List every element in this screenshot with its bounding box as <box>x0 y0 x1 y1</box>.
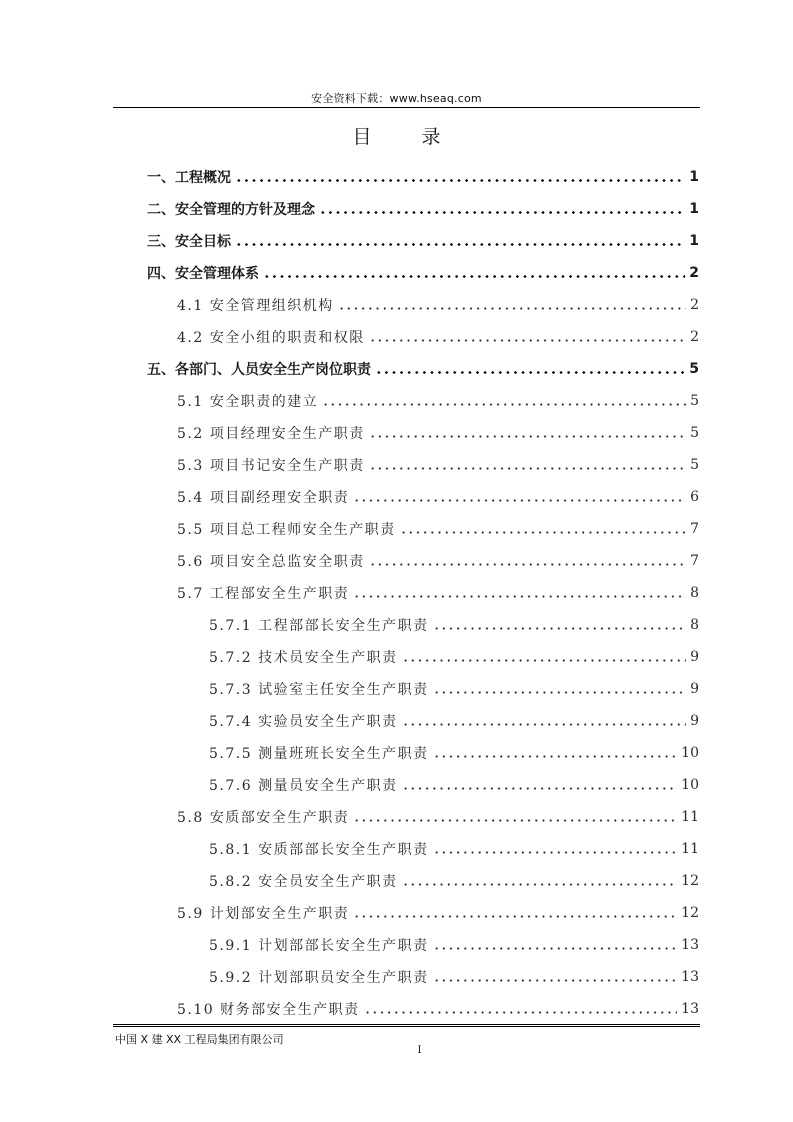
toc-entry[interactable] <box>177 801 699 833</box>
toc-entry-label: 5.9.2 计划部职员安全生产职责 <box>209 970 429 986</box>
toc-entry[interactable] <box>177 449 699 481</box>
toc-entry[interactable] <box>177 897 699 929</box>
toc-entry-page: 2 <box>689 265 699 281</box>
toc-entry-label: 二、安全管理的方针及理念 <box>147 202 315 218</box>
toc-entry-page: 9 <box>690 649 699 665</box>
toc-entry-page: 5 <box>689 361 699 377</box>
toc-leader-dots <box>433 755 678 758</box>
toc-entry-page: 6 <box>690 489 699 505</box>
toc-entry-label: 5.7.3 试验室主任安全生产职责 <box>209 682 429 698</box>
toc-entry[interactable] <box>177 993 699 1025</box>
toc-entry[interactable] <box>209 833 699 865</box>
toc-leader-dots <box>402 883 678 886</box>
toc-entry-page: 11 <box>681 841 699 857</box>
toc-entry[interactable] <box>147 161 699 193</box>
toc-entry-label: 5.10 财务部安全生产职责 <box>177 1002 360 1018</box>
toc-leader-dots <box>369 435 686 438</box>
toc-leader-dots <box>319 211 685 214</box>
toc-entry-page: 5 <box>690 393 699 409</box>
toc-entry-page: 2 <box>690 329 699 345</box>
toc-leader-dots <box>433 947 678 950</box>
toc-entry-label: 5.1 安全职责的建立 <box>177 394 319 410</box>
toc-entry[interactable] <box>209 929 699 961</box>
toc-entry[interactable] <box>209 705 699 737</box>
toc-leader-dots <box>400 531 686 534</box>
toc-entry-label: 5.9.1 计划部部长安全生产职责 <box>209 938 429 954</box>
toc-entry-label: 4.1 安全管理组织机构 <box>177 298 334 314</box>
toc-leader-dots <box>402 659 687 662</box>
footer-company: 中国 X 建 XX 工程局集团有限公司 <box>115 1033 284 1046</box>
toc-entry-label: 一、工程概况 <box>147 170 231 186</box>
toc-entry-page: 1 <box>689 233 699 249</box>
toc-leader-dots <box>338 307 686 310</box>
toc-leader-dots <box>433 979 678 982</box>
toc-entry-label: 5.7.6 测量员安全生产职责 <box>209 778 398 794</box>
toc-leader-dots <box>263 275 685 278</box>
toc-entry[interactable] <box>177 577 699 609</box>
toc-entry-page: 13 <box>681 969 699 985</box>
toc-entry[interactable] <box>177 545 699 577</box>
toc-entry-page: 9 <box>690 681 699 697</box>
toc-entry-label: 5.7.2 技术员安全生产职责 <box>209 650 398 666</box>
toc-entry-label: 5.8.2 安全员安全生产职责 <box>209 874 398 890</box>
toc-entry[interactable] <box>209 641 699 673</box>
toc-entry[interactable] <box>177 513 699 545</box>
toc-entry-page: 12 <box>681 873 699 889</box>
toc-leader-dots <box>353 915 677 918</box>
toc-entry[interactable] <box>177 321 699 353</box>
toc-entry-label: 5.3 项目书记安全生产职责 <box>177 458 365 474</box>
toc-entry[interactable] <box>209 673 699 705</box>
toc-entry-page: 1 <box>689 201 699 217</box>
toc-entry-label: 5.7 工程部安全生产职责 <box>177 586 350 602</box>
toc-entry[interactable] <box>177 289 699 321</box>
page-number: I <box>417 1045 422 1056</box>
footer-divider-secondary <box>113 1026 700 1027</box>
toc-entry-page: 10 <box>681 745 699 761</box>
toc-entry-label: 5.4 项目副经理安全职责 <box>177 490 350 506</box>
toc-entry-label: 5.2 项目经理安全生产职责 <box>177 426 365 442</box>
toc-entry[interactable] <box>177 481 699 513</box>
toc-entry[interactable] <box>177 385 699 417</box>
toc-entry-label: 四、安全管理体系 <box>147 266 259 282</box>
toc-entry-label: 5.8.1 安质部部长安全生产职责 <box>209 842 429 858</box>
toc-entry-label: 五、各部门、人员安全生产岗位职责 <box>147 362 371 378</box>
toc-entry-label: 5.7.4 实验员安全生产职责 <box>209 714 398 730</box>
header-text: 安全资料下载：www.hseaq.com <box>311 92 482 105</box>
toc-leader-dots <box>235 179 685 182</box>
toc-entry-page: 5 <box>690 425 699 441</box>
toc-entry[interactable] <box>147 353 699 385</box>
toc-entry-page: 8 <box>690 585 699 601</box>
toc-leader-dots <box>322 403 686 406</box>
footer-divider <box>113 1024 700 1025</box>
toc-entry-label: 5.6 项目安全总监安全职责 <box>177 554 365 570</box>
toc-leader-dots <box>235 243 685 246</box>
toc-entry-label: 5.7.5 测量班班长安全生产职责 <box>209 746 429 762</box>
toc-entry-label: 三、安全目标 <box>147 234 231 250</box>
toc-entry-page: 8 <box>690 617 699 633</box>
toc-entry-page: 7 <box>690 521 699 537</box>
toc-entry-page: 12 <box>681 905 699 921</box>
toc-entry[interactable] <box>209 865 699 897</box>
toc-entry-label: 5.5 项目总工程师安全生产职责 <box>177 522 396 538</box>
toc-entry-page: 10 <box>681 777 699 793</box>
toc-leader-dots <box>433 851 678 854</box>
toc-entry[interactable] <box>177 417 699 449</box>
toc-leader-dots <box>402 787 678 790</box>
toc-entry[interactable] <box>209 961 699 993</box>
toc-entry[interactable] <box>209 609 699 641</box>
toc-entry-page: 1 <box>689 169 699 185</box>
toc-entry-page: 2 <box>690 297 699 313</box>
toc-entry-label: 5.8 安质部安全生产职责 <box>177 810 350 826</box>
toc-entry-page: 11 <box>681 809 699 825</box>
toc-leader-dots <box>353 595 686 598</box>
toc-leader-dots <box>433 691 687 694</box>
toc-entry[interactable] <box>147 225 699 257</box>
toc-entry-page: 5 <box>690 457 699 473</box>
toc-entry-page: 9 <box>690 713 699 729</box>
toc-leader-dots <box>369 467 686 470</box>
page-title: 目 录 <box>352 126 463 148</box>
toc-entry-page: 7 <box>690 553 699 569</box>
toc-entry[interactable] <box>147 193 699 225</box>
toc-entry-label: 5.7.1 工程部部长安全生产职责 <box>209 618 429 634</box>
header-divider <box>113 107 700 108</box>
toc-leader-dots <box>433 627 687 630</box>
toc-entry[interactable] <box>209 737 699 769</box>
toc-leader-dots <box>369 563 686 566</box>
toc-entry-label: 4.2 安全小组的职责和权限 <box>177 330 365 346</box>
toc-leader-dots <box>402 723 687 726</box>
toc-entry-page: 13 <box>681 1001 699 1017</box>
toc-entry[interactable] <box>147 257 699 289</box>
toc-entry-label: 5.9 计划部安全生产职责 <box>177 906 350 922</box>
toc-leader-dots <box>375 371 685 374</box>
toc-leader-dots <box>369 339 686 342</box>
toc-leader-dots <box>353 819 677 822</box>
toc-entry-page: 13 <box>681 937 699 953</box>
toc-leader-dots <box>364 1011 678 1014</box>
toc-leader-dots <box>353 499 686 502</box>
toc-entry[interactable] <box>209 769 699 801</box>
